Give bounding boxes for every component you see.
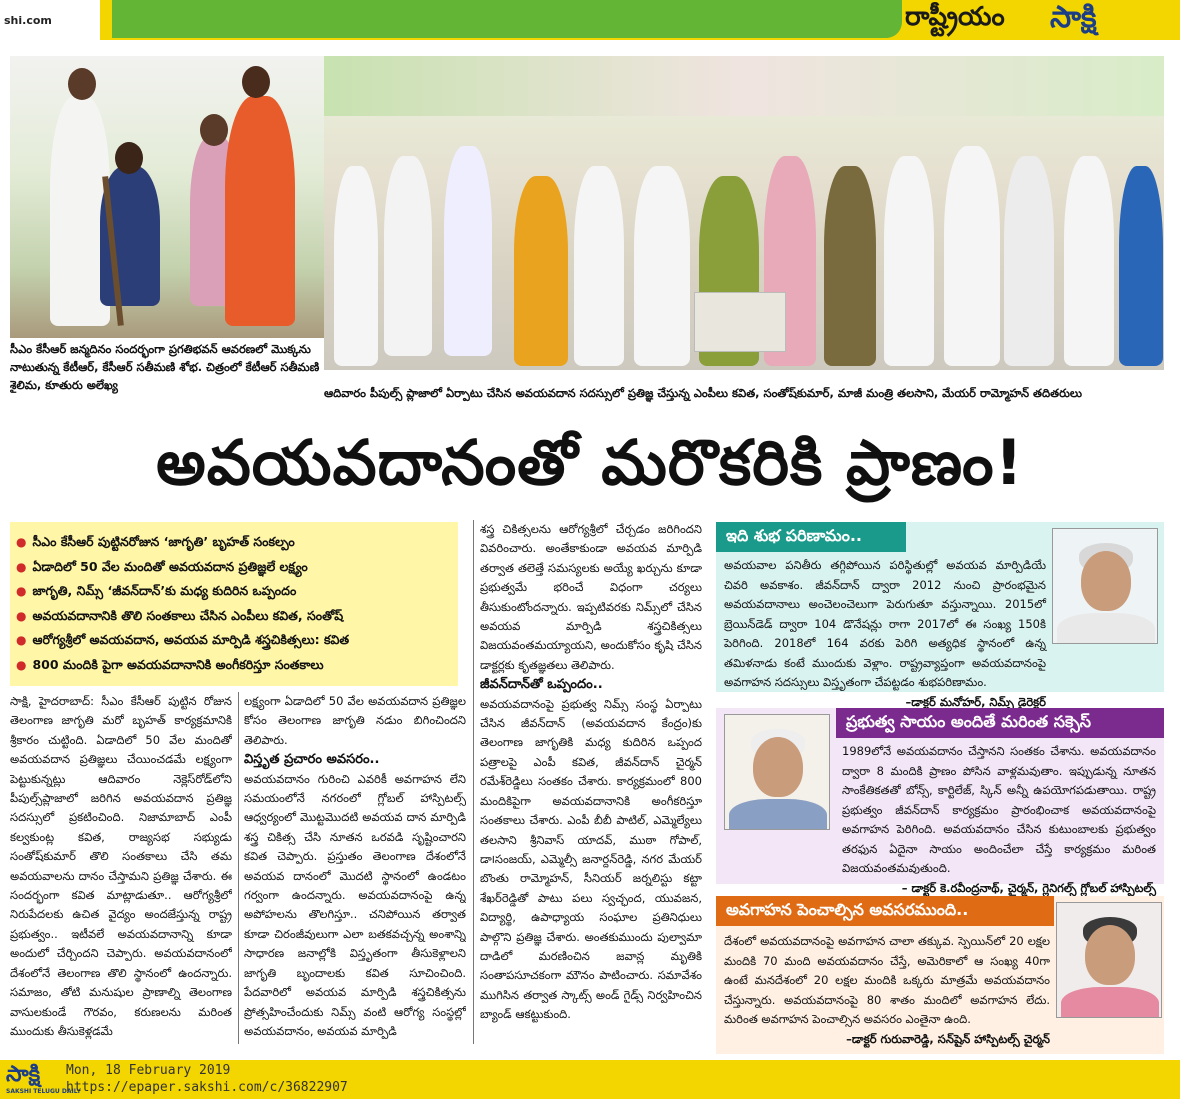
article-paragraph: అవయవదానంపై ప్రభుత్వ నిమ్స్‌ సంస్థ ఏర్పాటు చేసిన జీవన్‌దాన్‌ (అవయవదాన కేంద్రం)కు తెలంగాణ జాగృతికి మధ్య కుదిరిన ఒప్పంద పత్రాలపై ఎంపీ కవిత, జీవన్‌దాన్‌ చైర్మన్‌ రమేశ్‌రెడ్డిలు సంతకం చేశారు. కార్యక్రమంలో 800 మందికిపైగా అవయవదానానికి అంగీకరిస్తూ సంతకాలు చేశారు. ఎంపీ బీబీ పాటిల్‌, ఎమ్మెల్యేలు తలసాని శ్రీనివాస్‌ యాదవ్‌, ముఠా గోపాల్‌, డా౹సంజయ్‌, ఎమ్మెల్సీ జనార్దన్‌రెడ్డి, నగర మేయర్‌ బొంతు రామ్మోహన్‌, సీనియర్‌ జర్నలిస్టు కట్టా శేఖర్‌రెడ్డితో పాటు పలు స్వచ్ఛంద, యువజన, విద్యార్థి, ఉపాధ్యాయ సంఘాల ప్రతినిధులు పాల్గొని ప్రతిజ్ఞ చేశారు. అంతకుముందు పుల్వామా దాడిలో మరణించిన జవాన్ల మృతికి సంతాపసూచకంగా మౌనం పాటించారు. సమావేశం ముగిసిన తర్వాత స్కాట్స్‌ అండ్‌ గైడ్స్‌ నిర్వహించిన బ్యాండ్‌ ఆకట్టుకుంది. [480, 696, 702, 1022]
photo-tree-planting [10, 56, 334, 338]
section-title: రాష్ట్రీయం [905, 2, 1005, 32]
quote-box-manohar [716, 522, 1164, 709]
headline: అవయవదానంతో మరొకరికి ప్రాణం! [156, 426, 1024, 499]
highlight-item: ● ఏడాదిలో 50 వేల మందితో అవయవదాన ప్రతిజ్ఞలే లక్ష్యం [16, 555, 452, 580]
column-divider [473, 520, 474, 1044]
edition-date: Mon, 18 February 2019 [66, 1063, 231, 1078]
article-paragraph: శస్త్ర చికిత్సలను ఆరోగ్యశ్రీలో చేర్చడం జరిగిందని వివరించారు. అంతేకాకుండా అవయవ మార్పిడి తర్వాత తలెత్తే సమస్యలకు అయ్యే ఖర్చును కూడా ప్రభుత్వమే భరించే విధంగా చర్యలు తీసుకుంటోందన్నారు. ఇప్పటివరకు నిమ్స్‌లో చేసిన అవయవ మార్పిడి శస్త్రచికిత్సలు విజయవంతమయ్యాయని, అందుకోసం కృషి చేసిన డాక్టర్లకు కృతజ్ఞతలు తెలిపారు. [480, 522, 702, 672]
photo-pledge-event [324, 56, 1164, 370]
highlight-item: ● ఆరోగ్యశ్రీలో అవయవదాన, అవయవ మార్పిడి శస్త్రచికిత్సలు: కవిత [16, 628, 452, 653]
quote-signature: –డాక్టర్‌ మనోహర్‌, నిమ్స్‌ డైరెక్టర్‌ [905, 694, 1046, 709]
article-column-1 [10, 692, 232, 1044]
photo1-caption: సీఎం కేసీఆర్‌ జన్మదినం సందర్భంగా ప్రగతిభవన్‌ ఆవరణలో మొక్కను నాటుతున్న కేటీఆర్‌, కేసీఆర్‌ సతీమణి శోభ. చిత్రంలో కేటీఆర్‌ సతీమణి శైలిమ, కూతురు అలేఖ్య [10, 342, 320, 392]
article-subhead: విస్తృత ప్రచారం అవసరం.. [244, 752, 380, 768]
quote-box-title: అవగాహన పెంచాల్సిన అవసరముంది.. [716, 896, 1054, 926]
avatar [724, 714, 830, 830]
article-column-2 [244, 692, 466, 1044]
highlights-box [10, 522, 458, 686]
quote-box-body [724, 556, 1046, 712]
header-green-band [112, 0, 902, 38]
quote-text: దేశంలో అవయవదానంపై అవగాహన చాలా తక్కువ. స్పెయిన్‌లో 20 లక్షల మందికి 70 మంది అవయవదానం చేస్తే, అమెరికాలో ఆ సంఖ్య 40గా ఉంటే మనదేశంలో 20 లక్షల మందికి ఒక్కరు మాత్రమే అవయవదానం చేస్తున్నారు. అవయవదానంపై 80 శాతం మందిలో అవగాహన లేదు. మరింత అవగాహన పెంచాల్సిన అవసరం ఎంతైనా ఉంది. [724, 934, 1050, 1026]
highlight-item: ● 800 మందికి పైగా అవయవదానానికి అంగీకరిస్తూ సంతకాలు [16, 653, 452, 678]
article-paragraph: సాక్షి, హైదరాబాద్‌: సీఎం కేసీఆర్‌ పుట్టిన రోజున తెలంగాణ జాగృతి మరో బృహత్‌ కార్యక్రమానికి శ్రీకారం చుట్టింది. ఏడాదిలో 50 వేల మందితో అవయవదాన ప్రతిజ్ఞలు చేయించడమే లక్ష్యంగా పెట్టుకున్నట్లు ఆదివారం నెక్లెస్‌రోడ్‌లోని పీపుల్స్‌ప్లాజాలో జరిగిన అవయవదాన ప్రతిజ్ఞ సదస్సులో ప్రకటించింది. నిజామాబాద్‌ ఎంపీ కల్వకుంట్ల కవిత, రాజ్యసభ సభ్యుడు సంతోష్‌కుమార్‌ తొలి సంతకాలు చేసి తమ అవయవాలను దానం చేస్తామని ప్రతిజ్ఞ చేశారు. ఈ సందర్భంగా కవిత మాట్లాడుతూ.. ఆరోగ్యశ్రీలో నిరుపేదలకు ఉచిత వైద్యం అందజేస్తున్న రాష్ట్ర ప్రభుత్వం.. ఇటీవలే అవయవదానాన్ని కూడా అందులో చేర్చిందని చెప్పారు. అవయవదానంలో దేశంలోనే తెలంగాణ తొలి స్థానంలో ఉందన్నారు. సమాజం, తోటి మనుషుల ప్రాణాల్ని తెలంగాణ వాసులకుండే గౌరవం, కరుణలను మరింత ముందుకు తీసుకెళ్లడమే [10, 694, 232, 1038]
article-column-3 [480, 520, 702, 1044]
quote-box-title: ఇది శుభ పరిణామం.. [716, 522, 906, 552]
brand-logo: సాక్షి [1050, 0, 1097, 35]
quote-signature: – డాక్టర్‌ కె.రవీంద్రనాథ్‌, చైర్మన్‌, గ్లెనిగల్స్‌ గ్లోబల్‌ హాస్పిటల్స్‌ [901, 880, 1156, 895]
quote-signature: –డాక్టర్‌ గురువారెడ్డి, సన్‌షైన్‌ హాస్పిటల్స్‌ చైర్మన్‌ [846, 1031, 1050, 1046]
site-domain: shi.com [4, 14, 52, 27]
page-header [0, 0, 1180, 40]
photo2-caption: ఆదివారం పీపుల్స్‌ ప్లాజాలో ఏర్పాటు చేసిన అవయవదాన సదస్సులో ప్రతిజ్ఞ చేస్తున్న ఎంపీలు కవిత, సంతోష్‌కుమార్‌, మాజీ మంత్రి తలసాని, మేయర్‌ రామ్మోహన్‌ తదితరులు [324, 386, 1083, 400]
column-divider [238, 692, 239, 1044]
avatar [1056, 902, 1162, 1018]
quote-text: అవయవాల పనితీరు తగ్గిపోయిన పరిస్థితుల్లో అవయవ మార్పిడియే చివరి అవకాశం. జీవన్‌దాన్‌ ద్వారా 2012 నుంచి ప్రారంభమైన అవయవదానాలు అంచెలంచెలుగా పెరుగుతూ వస్తున్నాయి. 2015లో బ్రెయిన్‌డెడ్‌ ద్వారా 104 డొనేషన్లు రాగా 2017లో ఈ సంఖ్య 150కి పెరిగింది. 2018లో 164 వరకు పెరిగి అత్యధిక స్థానంలో ఉన్న తమిళనాడు కంటే ముందుకు వెళ్లాం. రాష్ట్రవ్యాప్తంగా అవయవదానంపై అవగాహన సదస్సులు విస్తృతంగా చేపట్టడం శుభపరిణామం. [724, 558, 1046, 689]
page-footer [0, 1060, 1180, 1099]
avatar [1052, 528, 1158, 644]
quote-box-raveendranath [716, 708, 1164, 895]
quote-box-body [724, 932, 1050, 1049]
article-paragraph: అవయవదానం గురించి ఎవరికీ అవగాహన లేని సమయంలోనే నగరంలో గ్లోబల్‌ హాస్పిటల్స్‌ ఆధ్వర్యంలో మొట్టమొదటి అవయవ దాన మార్పిడి శస్త్ర చికిత్స చేసి నూతన ఒరవడి సృష్టించారని కవిత చెప్పారు. ప్రస్తుతం తెలంగాణ దేశంలోనే అవయవ దానంలో మొదటి స్థానంలో ఉండటం గర్వంగా ఉందన్నారు. అవయవదానంపై ఉన్న అపోహలను తొలగిస్తూ.. చనిపోయిన తర్వాత కూడా చిరంజీవులుగా ఎలా బతకవచ్చన్న అంశాన్ని సాధారణ జనాల్లోకి విస్తృతంగా తీసుకెళ్లాలని జాగృతి బృందాలకు కవిత సూచించింది. పేదవారిలో అవయవ మార్పిడి శస్త్రచికిత్సను ప్రోత్సహించేందుకు నిమ్స్‌ వంటి ఆరోగ్య సంస్థల్లో అవయవదానం, అవయవ మార్పిడి [244, 771, 466, 1038]
quote-box-guruvareddy [716, 896, 1164, 1054]
article-subhead: జీవన్‌దాన్‌తో ఒప్పందం.. [480, 677, 603, 693]
highlight-item: ● సీఎం కేసీఆర్‌ పుట్టినరోజున ‘జాగృతి’ బృహత్‌ సంకల్పం [16, 530, 452, 555]
quote-box-title: ప్రభుత్వ సాయం అందితే మరింత సక్సెస్‌ [836, 708, 1164, 738]
edition-url[interactable]: https://epaper.sakshi.com/c/36822907 [66, 1080, 348, 1095]
article-paragraph: లక్ష్యంగా ఏడాదిలో 50 వేల అవయవదాన ప్రతిజ్ఞల కోసం తెలంగాణ జాగృతి నడుం బిగించిందని తెలిపారు. [244, 694, 466, 747]
footer-logo-subtitle: SAKSHI TELUGU DAILY [6, 1088, 81, 1095]
quote-text: 1989లోనే అవయవదానం చేస్తానని సంతకం చేశాను. అవయవదానం ద్వారా 8 మందికి ప్రాణం పోసిన వాళ్లమవుతాం. ఇప్పుడున్న నూతన సాంకేతికతతో బోన్స్‌, కార్టిలేజ్‌, స్కిన్‌ అన్నీ ఉపయోగపడుతాయి. రాష్ట్ర ప్రభుత్వం జీవన్‌దాన్‌ కార్యక్రమం ప్రారంభించాక అవయవదానంపై అవగాహన పెరిగింది. అవయవదానం చేసిన కుటుంబాలకు ప్రభుత్వం తరఫున ఏదైనా సాయం అందించేలా చేస్తే కార్యక్రమం మరింత విజయవంతమవుతుంది. [842, 744, 1156, 875]
quote-box-body [842, 742, 1156, 898]
highlight-item: ● జాగృతి, నిమ్స్‌ ‘జీవన్‌దాన్‌’కు మధ్య కుదిరిన ఒప్పందం [16, 579, 452, 604]
highlight-item: ● అవయవదానానికి తొలి సంతకాలు చేసిన ఎంపీలు కవిత, సంతోష్‌ [16, 604, 452, 629]
footer-logo: సాక్షి [6, 1062, 41, 1087]
